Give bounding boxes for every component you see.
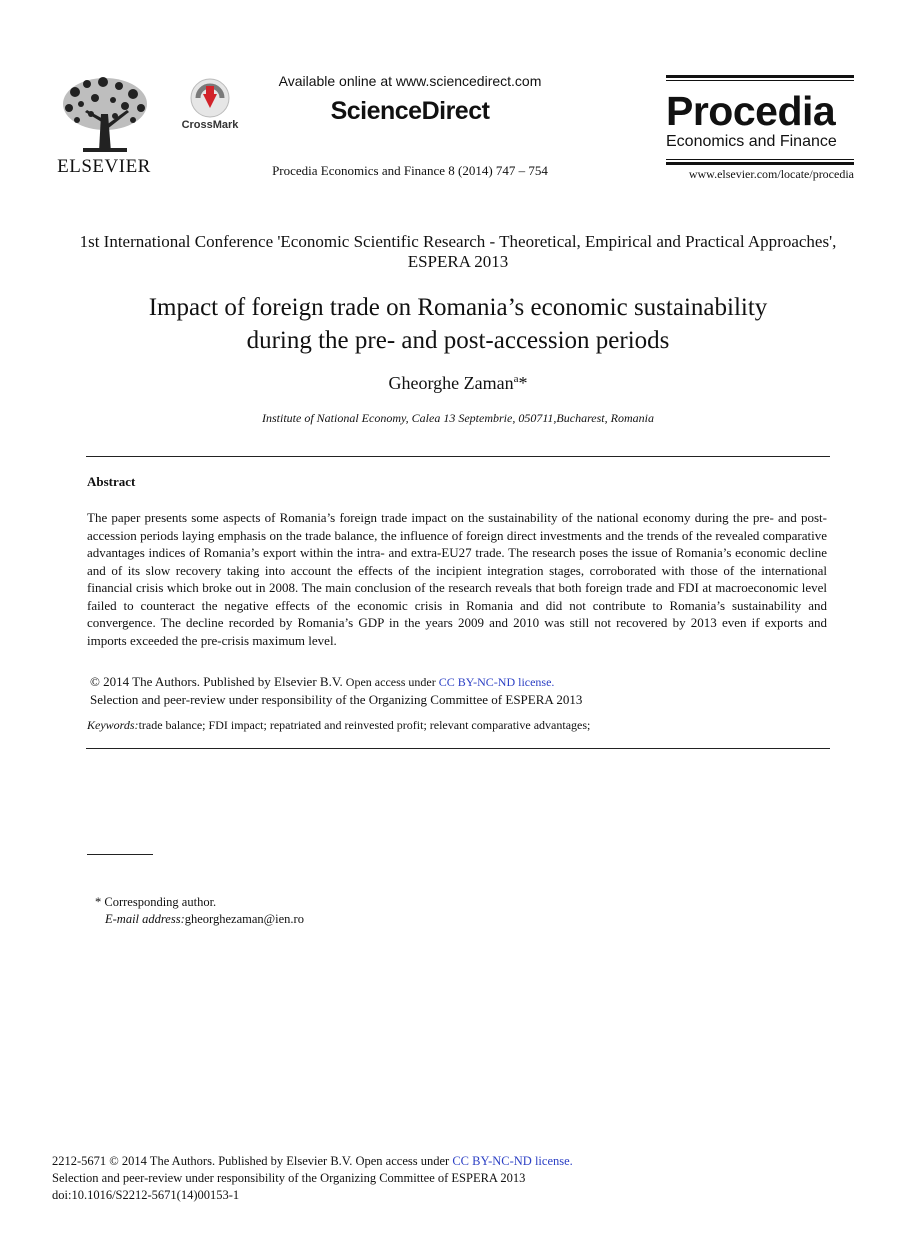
journal-subtitle: Economics and Finance xyxy=(666,133,837,150)
keywords-text: trade balance; FDI impact; repatriated and reinvested profit; relevant comparative advantages; xyxy=(138,718,591,732)
section-divider xyxy=(86,748,830,749)
journal-reference: Procedia Economics and Finance 8 (2014) 747 – 754 xyxy=(272,163,548,178)
author-line xyxy=(60,373,856,394)
copyright-block xyxy=(90,673,830,709)
conference-name: 1st International Conference 'Economic Scientific Research - Theoretical, Empirical and Practical Approaches', ESPERA 2013 xyxy=(79,232,837,271)
bottom-publication-info xyxy=(52,1153,852,1204)
footnote-rule xyxy=(87,854,153,855)
article-title-line: Impact of foreign trade on Romania’s economic sustainability xyxy=(148,294,768,321)
crossmark-icon[interactable] xyxy=(186,78,234,118)
abstract-body: The paper presents some aspects of Romania’s foreign trade impact on the sustainability of the national economy during the pre- and post-accession periods laying emphasis on the trade balance, the influence of foreign direct investments and the trends of the revealed comparative advantages indices of Romania’s export within the intra- and extra-EU27 trade. The research poses the issue of Romania’s economic decline and of its slow recovery taking into account the effects of the incipient integration stages, corroborated with those of the international financial crisis which broke out in 2008. The main conclusion of the research reveals that both foreign trade and FDI at macroeconomic level failed to counteract the negative effects of the economic crisis in Romania and did not contribute to Romania’s sustainability and convergence. The decline recorded by Romania’s GDP in the years 2009 and 2010 was still not recovered by 2013 even if exports and imports exceeded the pre-crisis maximum level. xyxy=(87,510,827,648)
peer-review-text: Selection and peer-review under responsibility of the Organizing Committee of ESPERA 2013 xyxy=(90,692,583,707)
open-access-text: Open access under xyxy=(342,675,439,689)
publisher-name: ELSEVIER xyxy=(57,156,151,177)
corresponding-author-marker: * xyxy=(518,373,528,393)
footnote-mark: * xyxy=(95,895,102,909)
crossmark-label: CrossMark xyxy=(181,119,239,131)
available-online-text: Available online at www.sciencedirect.com xyxy=(278,73,542,89)
journal-url[interactable]: www.elsevier.com/locate/procedia xyxy=(688,167,854,181)
copyright-text: © 2014 The Authors. Published by Elsevier B.V. xyxy=(90,674,343,689)
article-title xyxy=(60,291,856,357)
email-label: E-mail address: xyxy=(105,912,185,926)
journal-brand: Procedia xyxy=(666,88,836,134)
peer-review-text: Selection and peer-review under responsibility of the Organizing Committee of ESPERA 2013 xyxy=(52,1171,526,1185)
masthead-rule xyxy=(666,159,854,160)
section-divider xyxy=(86,456,830,457)
license-link[interactable]: CC BY-NC-ND license. xyxy=(452,1154,573,1168)
author-affiliation: Institute of National Economy, Calea 13 Septembrie, 050711,Bucharest, Romania xyxy=(262,411,654,425)
article-title-line: during the pre- and post-accession periods xyxy=(246,327,670,354)
author-name: Gheorghe Zaman xyxy=(388,373,514,393)
masthead-rule xyxy=(666,80,854,81)
masthead-rule xyxy=(666,162,854,165)
email-address[interactable]: gheorghezaman@ien.ro xyxy=(184,912,304,926)
keywords xyxy=(87,718,827,733)
abstract-heading: Abstract xyxy=(87,474,136,489)
sciencedirect-wordmark[interactable]: ScienceDirect xyxy=(330,97,490,125)
keywords-label: Keywords: xyxy=(87,718,139,732)
corresponding-author-note: Corresponding author. xyxy=(101,895,217,909)
author-affiliation-marker: a xyxy=(513,373,519,385)
doi[interactable]: doi:10.1016/S2212-5671(14)00153-1 xyxy=(52,1188,240,1202)
footnote xyxy=(95,894,304,928)
masthead-rule xyxy=(666,75,854,78)
procedia-masthead xyxy=(666,75,854,182)
license-link[interactable]: CC BY-NC-ND license. xyxy=(438,675,555,689)
issn-copyright: 2212-5671 © 2014 The Authors. Published by Elsevier B.V. Open access under xyxy=(52,1154,453,1168)
